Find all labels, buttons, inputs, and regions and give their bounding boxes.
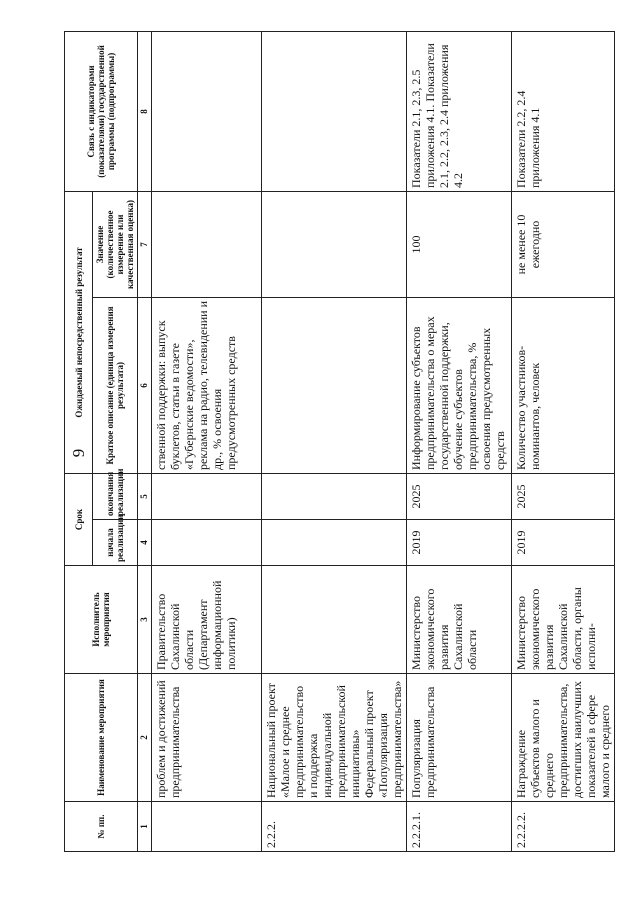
cell-executor: [262, 566, 407, 674]
col-number: 7: [138, 191, 152, 297]
header-result: Ожидаемый непосредственный результат: [65, 191, 93, 473]
header-num: № пп.: [65, 802, 138, 852]
cell-end: [262, 473, 407, 519]
cell-start: [152, 520, 262, 566]
col-number: 1: [138, 802, 152, 852]
cell-value: [262, 191, 407, 297]
col-number: 8: [138, 31, 152, 191]
cell-name: Популяризация предпринимательства: [407, 674, 512, 802]
cell-link: [152, 31, 262, 191]
col-number: 4: [138, 520, 152, 566]
cell-value: [152, 191, 262, 297]
cell-name: Награждение субъектов малого и среднего предпринимательства, достигших наилучших показателей в сфере малого и среднего: [512, 674, 615, 802]
cell-desc: Количество участников-номинантов, человек: [512, 297, 615, 473]
header-value: Значение (количественное измерение или качественная оценка): [93, 191, 138, 297]
table-row: [407, 31, 512, 851]
header-start: начала реализации: [93, 520, 138, 566]
cell-num: [152, 802, 262, 852]
header-desc: Краткое описание (единица измерения результата): [93, 297, 138, 473]
cell-link: Показатели 2.2, 2.4 приложения 4.1: [512, 31, 615, 191]
rotated-table-container: [64, 32, 612, 852]
cell-end: [152, 473, 262, 519]
cell-executor: Министерство экономического развития Сахалинской области, органы исполни-: [512, 566, 615, 674]
page-number: 9: [69, 448, 88, 458]
cell-desc: Информирование субъектов предпринимательства о мерах государственной поддержки, обучение субъектов предпринимательства, % освоения предусмотренных средств: [407, 297, 512, 473]
table-row: [512, 31, 615, 851]
cell-link: Показатели 2.1, 2.3, 2.5 приложения 4.1. Показатели 2.1, 2.2, 2.3, 2.4 приложения 4.2: [407, 31, 512, 191]
cell-num: 2.2.2.2.: [512, 802, 615, 852]
cell-value: 100: [407, 191, 512, 297]
cell-link: [262, 31, 407, 191]
cell-desc: ственной поддержки: выпуск буклетов, статьи в газете «Губернские ведомости», реклама на радио, телевидении и др., % освоения предусмотренных средств: [152, 297, 262, 473]
header-link: Связь с индикаторами (показателями) государственной программы (подпрограммы): [65, 31, 138, 191]
cell-start: 2019: [407, 520, 512, 566]
header-period: Срок: [65, 473, 93, 565]
cell-num: 2.2.2.: [262, 802, 407, 852]
table-row: [152, 31, 262, 851]
cell-end: 2025: [407, 473, 512, 519]
cell-name: проблем и достижений предпринимательства: [152, 674, 262, 802]
measures-table: [64, 31, 615, 852]
col-number: 5: [138, 473, 152, 519]
cell-end: 2025: [512, 473, 615, 519]
table-row: [262, 31, 407, 851]
cell-start: [262, 520, 407, 566]
cell-value: не менее 10 ежегодно: [512, 191, 615, 297]
cell-name: Национальный проект «Малое и среднее предпринимательство и поддержка индивидуальной предпринимательской инициативы» Федеральный проект «Популяризация предпринимательства»: [262, 674, 407, 802]
header-end: окончания реализации: [93, 473, 138, 519]
cell-start: 2019: [512, 520, 615, 566]
header-executor: Исполнитель мероприятия: [65, 566, 138, 674]
col-number: 2: [138, 674, 152, 802]
col-number: 3: [138, 566, 152, 674]
header-row-1: [65, 31, 93, 851]
column-number-row: [138, 31, 152, 851]
cell-executor: Правительство Сахалинской области (Департамент информационной политики): [152, 566, 262, 674]
header-name: Наименование мероприятия: [65, 674, 138, 802]
cell-desc: [262, 297, 407, 473]
cell-executor: Министерство экономического развития Сахалинской области: [407, 566, 512, 674]
col-number: 6: [138, 297, 152, 473]
cell-num: 2.2.2.1.: [407, 802, 512, 852]
